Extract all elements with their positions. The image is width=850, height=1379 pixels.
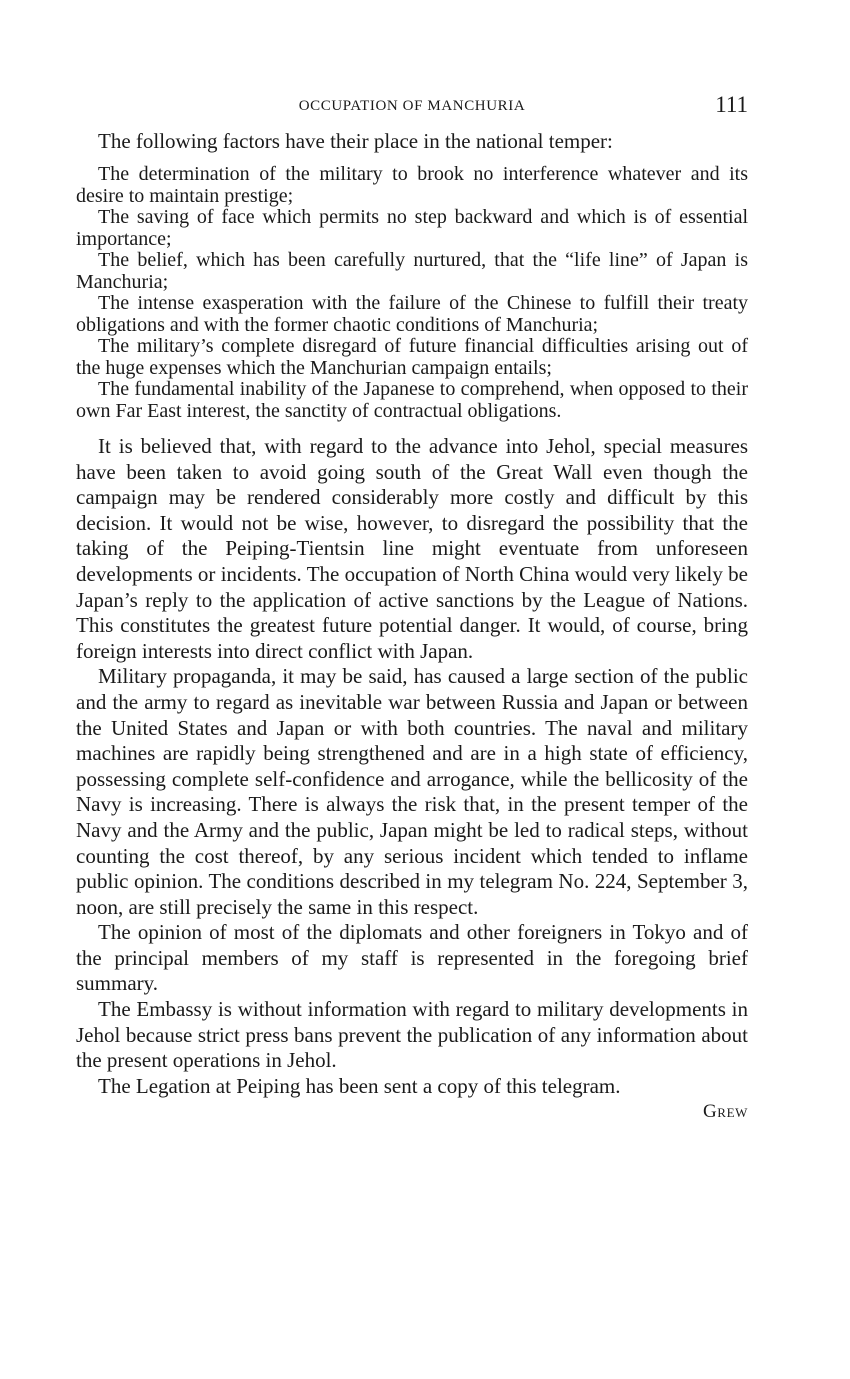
- factor-item: The fundamental inability of the Japanese to comprehend, when opposed to their own Far East interest, the sanctity of contractual obligations.: [76, 378, 748, 422]
- body-paragraph: It is believed that, with regard to the advance into Jehol, special measures have been taken to avoid going south of the Great Wall even though the campaign may be rendered considerably more costly and difficult by this decision. It would not be wise, however, to disregard the possibility that the taking of the Peiping-Tientsin line might eventuate from unforeseen developments or incidents. The occupation of North China would very likely be Japan’s reply to the application of active sanctions by the League of Nations. This constitutes the greatest future potential danger. It would, of course, bring foreign interests into direct conflict with Japan.: [76, 434, 748, 663]
- factor-item: The determination of the military to brook no interference whatever and its desire to maintain prestige;: [76, 163, 748, 207]
- page-number: 111: [715, 92, 748, 117]
- factor-item: The belief, which has been carefully nurtured, that the “life line” of Japan is Manchuria;: [76, 249, 748, 293]
- running-header: [76, 92, 748, 120]
- body-paragraph: The Embassy is without information with regard to military developments in Jehol because strict press bans prevent the publication of any information about the present operations in Jehol.: [76, 997, 748, 1073]
- body-paragraph: The opinion of most of the diplomats and other foreigners in Tokyo and of the principal members of my staff is represented in the foregoing brief summary.: [76, 920, 748, 996]
- factor-item: The intense exasperation with the failure of the Chinese to fulfill their treaty obligations and with the former chaotic conditions of Manchuria;: [76, 292, 748, 336]
- signature: Grew: [702, 1101, 748, 1123]
- body-paragraph: The Legation at Peiping has been sent a copy of this telegram.: [98, 1073, 621, 1098]
- running-title: OCCUPATION OF MANCHURIA: [298, 98, 526, 114]
- factor-list: [76, 164, 748, 422]
- factor-item: The saving of face which permits no step backward and which is of essential importance;: [76, 206, 748, 250]
- document-page: [76, 92, 748, 1125]
- factor-item: The military’s complete disregard of future financial difficulties arising out of the huge expenses which the Manchurian campaign entails;: [76, 335, 748, 379]
- body-paragraph: Military propaganda, it may be said, has caused a large section of the public and the army to regard as inevitable war between Russia and Japan or between the United States and Japan or with both countries. The naval and military machines are rapidly being strengthened and are in a high state of efficiency, possessing complete self-confidence and arrogance, while the bellicosity of the Navy is increasing. There is always the risk that, in the present temper of the Navy and the Army and the public, Japan might be led to radical steps, without counting the cost thereof, by any serious incident which tended to inflame public opinion. The conditions described in my telegram No. 224, September 3, noon, are still precisely the same in this respect.: [76, 664, 748, 919]
- intro-paragraph: The following factors have their place in the national temper:: [98, 129, 613, 153]
